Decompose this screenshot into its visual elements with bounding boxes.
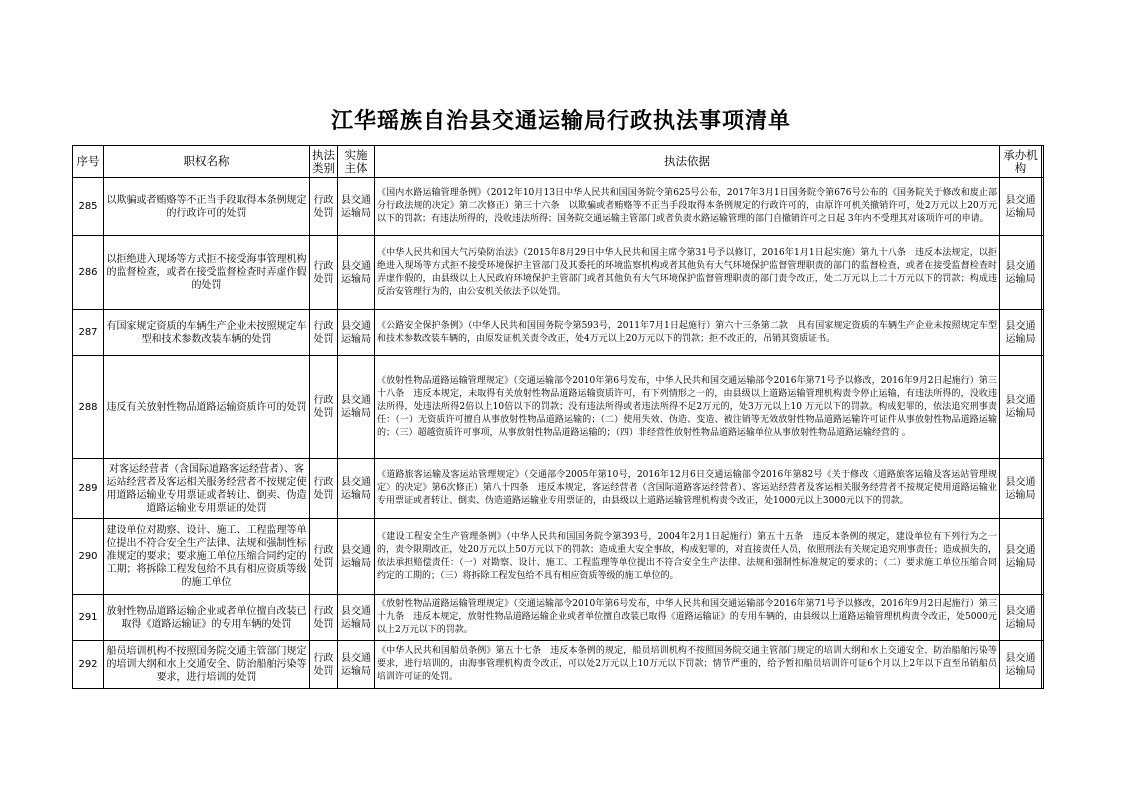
- table-row: [73, 236, 1044, 310]
- cell-name: 以欺骗或者贿赂等不正当手段取得本条例规定的行政许可的处罚: [104, 178, 310, 236]
- cell-name: 以拒绝进入现场等方式拒不接受海事管理机构的监督检查，或者在接受监督检查时弄虚作假的处罚: [104, 236, 310, 310]
- cell-seq: 288: [73, 356, 104, 459]
- cell-basis: 《国内水路运输管理条例》（2012年10月13日中华人民共和国国务院令第625号公布，2017年3月1日国务院令第676号公布的《国务院关于修改和废止部分行政法规的决定》第二次修正）第三十六条 以欺骗或者贿赂等不正当手段取得本条例规定的行政许可的，由原许可机关撤销许可，处2万元以上20万元以下的罚款；有违法所得的，没收违法所得；国务院交通运输主管部门或者负责水路运输管理的部门自撤销许可之日起 3年内不受理其对该项许可的申请。: [375, 178, 1000, 236]
- cell-org: 县交通运输局: [1000, 459, 1042, 519]
- cell-type: 行政处罚: [310, 519, 338, 595]
- cell-basis: 《道路旅客运输及客运站管理规定》（交通部令2005年第10号，2016年12月6日交通运输部令2016年第82号《关于修改〈道路旅客运输及客运站管理规定〉的决定》第6次修正）第八十四条 违反本规定，客运经营者（含国际道路客运经营者）、客运站经营者及客运相关服务经营者不按规定使用道路运输业专用票证或者转让、倒卖、伪造道路运输业专用票证的，由县级以上道路运输管理机构责令改正，处1000元以上3000元以下的罚款。: [375, 459, 1000, 519]
- cell-basis: 《放射性物品道路运输管理规定》（交通运输部令2010年第6号发布，中华人民共和国交通运输部令2016年第71号予以修改，2016年9月2日起施行）第三十九条 违反本规定，放射性物品道路运输企业或者单位擅自改装已取得《道路运输证》的专用车辆的，由县级以上道路运输管理机构责令改正，处5000元以上2万元以下的罚款。: [375, 595, 1000, 641]
- table-row: [73, 595, 1044, 641]
- cell-basis: 《放射性物品道路运输管理规定》（交通运输部令2010年第6号发布，中华人民共和国交通运输部令2016年第71号予以修改，2016年9月2日起施行）第三十八条 违反本规定，未取得有关放射性物品道路运输资质许可，有下列情形之一的，由县级以上道路运输管理机构责令停止运输，有违法所得的，没收违法所得，处违法所得2倍以上10倍以下的罚款；没有违法所得或者违法所得不足2万元的，处3万元以上10 万元以下的罚款。构成犯罪的，依法追究刑事责任：（一）无资质许可擅自从事放射性物品道路运输的；（二）使用失效、伪造、变造、被注销等无效放射性物品道路运输许可证件从事放射性物品道路运输的；（三）超越资质许可事项，从事放射性物品道路运输的；（四）非经营性放射性物品道路运输单位从事放射性物品道路运输经营的 。: [375, 356, 1000, 459]
- header-org: 承办机构: [1000, 146, 1042, 178]
- cell-note: [1042, 519, 1044, 595]
- cell-basis: 《中华人民共和国大气污染防治法》（2015年8月29日中华人民共和国主席令第31号予以修订，2016年1月1日起实施）第九十八条 违反本法规定，以拒绝进入现场等方式拒不接受环境保护主管部门及其委托的环境监察机构或者其他负有大气环境保护监督管理职责的部门的监督检查，或者在接受监督检查时弄虚作假的，由县级以上人民政府环境保护主管部门或者其他负有大气环境保护监督管理职责的部门责令改正，处二万元以上二十万元以下的罚款；构成违反治安管理行为的，由公安机关依法予以处罚。: [375, 236, 1000, 310]
- cell-org: 县交通运输局: [1000, 641, 1042, 689]
- cell-subject: 县交通运输局: [338, 519, 375, 595]
- table-row: [73, 178, 1044, 236]
- cell-subject: 县交通运输局: [338, 459, 375, 519]
- cell-name: 违反有关放射性物品道路运输资质许可的处罚: [104, 356, 310, 459]
- cell-seq: 291: [73, 595, 104, 641]
- cell-seq: 286: [73, 236, 104, 310]
- cell-org: 县交通运输局: [1000, 236, 1042, 310]
- cell-note: [1042, 310, 1044, 356]
- cell-name: 船员培训机构不按照国务院交通主管部门规定的培训大纲和水上交通安全、防治船舶污染等要求，进行培训的处罚: [104, 641, 310, 689]
- table-row: [73, 310, 1044, 356]
- cell-subject: 县交通运输局: [338, 595, 375, 641]
- cell-seq: 292: [73, 641, 104, 689]
- header-row: [73, 146, 1044, 178]
- table-row: [73, 519, 1044, 595]
- cell-seq: 290: [73, 519, 104, 595]
- table-row: [73, 459, 1044, 519]
- cell-type: 行政处罚: [310, 459, 338, 519]
- cell-name: 建设单位对勘察、设计、施工、工程监理等单位提出不符合安全生产法律、法规和强制性标准规定的要求；要求施工单位压缩合同约定的工期；将拆除工程发包给不具有相应资质等级的施工单位: [104, 519, 310, 595]
- header-subject: 实施主体: [338, 146, 375, 178]
- header-type: 执法类别: [310, 146, 338, 178]
- header-basis: 执法依据: [375, 146, 1000, 178]
- cell-type: 行政处罚: [310, 595, 338, 641]
- cell-subject: 县交通运输局: [338, 641, 375, 689]
- cell-name: 放射性物品道路运输企业或者单位擅自改装已取得《道路运输证》的专用车辆的处罚: [104, 595, 310, 641]
- cell-type: 行政处罚: [310, 236, 338, 310]
- cell-basis: 《建设工程安全生产管理条例》（中华人民共和国国务院令第393号，2004年2月1日起施行）第五十五条 违反本条例的规定，建设单位有下列行为之一的，责令限期改正，处20万元以上50万元以下的罚款；造成重大安全事故，构成犯罪的，对直接责任人员，依照刑法有关规定追究刑事责任；造成损失的，依法承担赔偿责任：（一）对勘察、设计、施工、工程监理等单位提出不符合安全生产法律、法规和强制性标准规定的要求的；（二）要求施工单位压缩合同约定的工期的；（三）将拆除工程发包给不具有相应资质等级的施工单位的。: [375, 519, 1000, 595]
- cell-type: 行政处罚: [310, 310, 338, 356]
- cell-org: 县交通运输局: [1000, 595, 1042, 641]
- cell-org: 县交通运输局: [1000, 356, 1042, 459]
- cell-subject: 县交通运输局: [338, 236, 375, 310]
- cell-note: [1042, 459, 1044, 519]
- cell-basis: 《中华人民共和国船员条例》第五十七条 违反本条例的规定，船员培训机构不按照国务院交通主管部门规定的培训大纲和水上交通安全、防治船舶污染等要求，进行培训的，由海事管理机构责令改正，可以处2万元以上10万元以下罚款；情节严重的，给予暂扣船员培训许可证6个月以上2年以下直至吊销船员培训许可证的处罚。: [375, 641, 1000, 689]
- cell-basis: 《公路安全保护条例》（中华人民共和国国务院令第593号，2011年7月1日起施行）第六十三条第二款 具有国家规定资质的车辆生产企业未按照规定车型和技术参数改装车辆的，由原发证机关责令改正，处4万元以上20万元以下的罚款；拒不改正的，吊销其资质证书。: [375, 310, 1000, 356]
- cell-subject: 县交通运输局: [338, 356, 375, 459]
- cell-seq: 285: [73, 178, 104, 236]
- cell-seq: 289: [73, 459, 104, 519]
- cell-org: 县交通运输局: [1000, 310, 1042, 356]
- cell-note: [1042, 178, 1044, 236]
- header-note: [1042, 146, 1044, 178]
- header-name: 职权名称: [104, 146, 310, 178]
- cell-note: [1042, 356, 1044, 459]
- cell-subject: 县交通运输局: [338, 310, 375, 356]
- cell-type: 行政处罚: [310, 641, 338, 689]
- cell-seq: 287: [73, 310, 104, 356]
- enforcement-table: [72, 145, 1044, 689]
- header-seq: 序号: [73, 146, 104, 178]
- cell-subject: 县交通运输局: [338, 178, 375, 236]
- table-row: [73, 641, 1044, 689]
- cell-type: 行政处罚: [310, 356, 338, 459]
- cell-note: [1042, 236, 1044, 310]
- cell-note: [1042, 641, 1044, 689]
- cell-name: 对客运经营者（含国际道路客运经营者）、客运站经营者及客运相关服务经营者不按规定使用道路运输业专用票证或者转让、倒卖、伪造道路运输业专用票证的处罚: [104, 459, 310, 519]
- cell-org: 县交通运输局: [1000, 519, 1042, 595]
- table-row: [73, 356, 1044, 459]
- cell-name: 有国家规定资质的车辆生产企业未按照规定车型和技术参数改装车辆的处罚: [104, 310, 310, 356]
- cell-note: [1042, 595, 1044, 641]
- cell-org: 县交通运输局: [1000, 178, 1042, 236]
- cell-type: 行政处罚: [310, 178, 338, 236]
- page-title: 江华瑶族自治县交通运输局行政执法事项清单: [330, 109, 791, 134]
